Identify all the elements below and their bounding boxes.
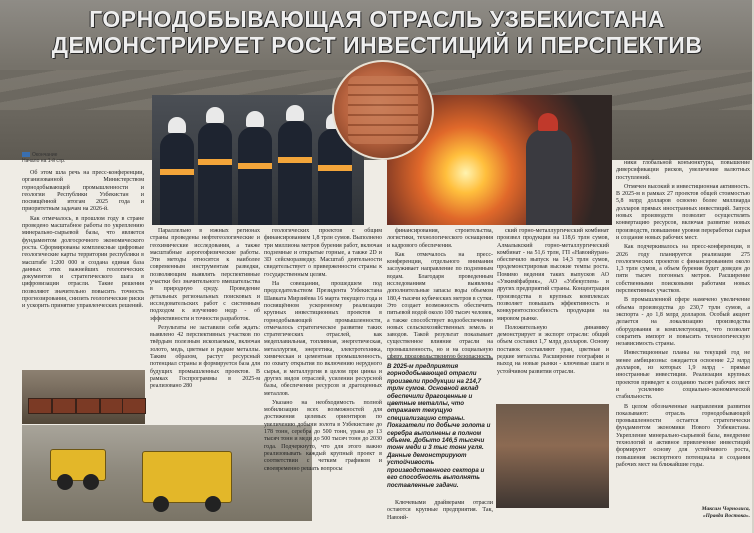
- paragraph: Положительную динамику демонстрирует и экспорт отрасли: общий объем составил 1,7 млрд долларов. Основу поставок составляют уран, цветные и редкие металлы. Расширение географии и выход на новые рынки - ключевые шаги в устойчивом развитии отрасли.: [497, 324, 609, 375]
- ore-train-photo: [22, 370, 145, 424]
- headline-line-2: ДЕМОНСТРИРУЕТ РОСТ ИНВЕСТИЦИЙ И ПЕРСПЕКТИВ: [51, 32, 703, 58]
- article-column-4-tail: [387, 500, 493, 522]
- article-column-6: [616, 160, 750, 506]
- headline-line-1: ГОРНОДОБЫВАЮЩАЯ ОТРАСЛЬ УЗБЕКИСТАНА: [89, 6, 665, 32]
- author-name: Максим Чорнолиса,: [701, 506, 750, 512]
- paragraph: Как отмечалось на пресс-конференции, отдельного внимания заслуживает направление по подземным водам. Благодаря проведенным исследованиям выявлены дополнительные запасы воды объемом 180,4 тысячи кубических метров в сутки. Это создает возможность обеспечить питьевой водой около 100 тысяч человек, а также способствует водообеспечению новых сельскохозяйственных земель и заводов. Такой результат показывает существенное влияние отрасли на промышленность, но и на социальную сферу, продовольственную безопасность.: [387, 251, 493, 361]
- paragraph: Об этом шла речь на пресс-конференции, организованной Министерством горнодобывающей промышленности и геологии Республики Узбекистан и посвящённой итогам 2025 года и приоритетным задачам на 2026-й.: [22, 170, 144, 213]
- paragraph: Отмечен высокий и инвестиционная активность. В 2025-м в рамках 27 проектов общей стоимостью 5,8 млрд долларов освоено более миллиарда долларов прямых иностранных инвестиций. Запуск новых производств позволит осуществлять конвертацию ресурсов, включая развитие новых производств, повышение уровня переработки сырья и создание новых рабочих мест.: [616, 183, 750, 241]
- paragraph: геологических проектов с общим финансированием 1,8 трлн сумов. Выполнено три миллиона метров бурения работ, включая подземные и открытые горные, а также 2D и 3D сейсморазведку. Масштаб деятельности свидетельствует о приверженности страны к государственным целям.: [264, 228, 382, 278]
- paragraph: Указано на необходимость полной мобилизации всех возможностей для достижения целевых ориентиров по увеличению добычи золота в Узбекистане до 178 тонн, серебра до 500 тонн, урана до 13 тысяч тонн и меди до 500 тысяч тонн до 2030 года. Подчеркнуто, что для этого важно реализовывать каждый крупный проект в соответствии с четким графиком и своевременно решать вопросы: [264, 399, 382, 472]
- article-column-5: [497, 228, 609, 400]
- highlighted-quote: В 2025-м предприятия горнодобывающей отрасли произвели продукции на 214,7 трлн сумов. Основной вклад обеспечили драгоценные и цветные металлы, что отражает текущую специализацию страны. Показатели по добыче золота и серебра выполнены в полном объеме. Добыто 146,5 тысячи тонн меди и 3 тыс тонн угля. Данные демонстрируют устойчивость производственного сектора и его способность выполнять поставленные задачи.: [387, 358, 493, 489]
- paragraph: финансирования, строительства, логистики, технологического оснащения и кадрового обеспечения.: [387, 228, 493, 249]
- paragraph: В промышленной сфере намечено увеличение объема производства до 230,7 трлн сумов, а экспорта - до 1,8 млрд долларов. Особый акцент делается на локализацию производства оборудования и комплектующих, что позволит сократить импорт и повысить технологическую независимость страны.: [616, 297, 750, 348]
- paragraph: Как отмечалось, в прошлом году в стране проведено масштабное работы по укреплению минерально-сырьевой базы, что является фундаментом долгосрочного экономического роста. Сформированы комплексные цифровые геологические карты территории республики в масштабе 1:200 000 и создана единая база данных этих важнейших геологических документов и стратегического шага в цифровизации отрасли. Такие решения позволяют значительно повысить точность прогнозирования, снизить геологические риски и ускорить принятие управленческих решений.: [22, 215, 145, 310]
- paragraph: В целом обозначенные направления развития показывают: отрасль горнодобывающей промышленности остается стратегически фундаментом экономики Нового Узбекистана. Укрепление минерально-сырьевой базы, внедрение технологий и активное привлечение инвестиций формируют основу для устойчивого роста, повышения экспортного потенциала и создания рабочих мест на ближайшие годы.: [616, 403, 750, 468]
- article-column-4: [387, 228, 493, 361]
- article-column-3: [264, 228, 382, 522]
- source-note: [22, 152, 65, 164]
- source-line-1: Окончание: [32, 152, 58, 158]
- copper-cathodes-photo: [332, 60, 434, 160]
- paragraph: Параллельно в южных регионах страны проведены нефтегеологические и геохимические исследования, а также масштабные аэрогеофизические работы. Эти методы относятся к наиболее современным инструментам разведки, позволяющим выявлять перспективные участки без значительного вмешательства в природную среду. Проведение детальных региональных поисковых и исследовательских работ с системным подходом к изучению недр - об эффективности и точности разработок.: [150, 228, 260, 322]
- publication-name: «Правда Востока».: [702, 513, 750, 519]
- paragraph: ники глобальной конъюнктуры, повышение диверсификации рисков, увеличение валютных поступлений.: [616, 160, 750, 181]
- paragraph: Инвестиционные планы на текущий год не менее амбициозны: ожидается освоение 2,2 млрд долларов, из которых 1,9 млрд - прямые иностранные инвестиции. Реализация крупных проектов приведет к созданию тысяч рабочих мест и усилению социально-экономической стабильности.: [616, 350, 750, 401]
- headline: [0, 0, 754, 60]
- paragraph: Ключевыми драйверами отрасли остаются крупные предприятия. Так, Навоий-: [387, 500, 493, 521]
- author-signature: [676, 506, 750, 520]
- paragraph: ский горно-металлургический комбинат произвел продукции на 118,6 трлн сумов, Алмалыкский горно-металлургический комбинат - на 51,6 трлн, ГП «Навоийуран» обеспечило выпуск на 14,3 трлн сумов, продемонстрировав высокие темпы роста. Помимо ведения таких выпусков АО «Узкимёфабрик», АО «Узбекуглем» и других предприятий страны. Концентрация производства в крупных комплексах позволяет повышать эффективность и конкурентоспособность продукции на мировом рынке.: [497, 228, 609, 322]
- article-column-2: [150, 228, 260, 424]
- industrial-site-photo: [496, 404, 609, 508]
- paragraph: На совещании, прошедшем под председательством Президента Узбекистана Шавката Мирзиёева 16 марта текущего года и посвящённом ускоренному реализации крупных инвестиционных проектов в горнодобывающей промышленности, отмечалось стратегическое развитие таких стратегических отраслей, как медеплавильная, топливная, энергетическая, металлургия, энергетика, электротехника, химическая и цементная промышленность, по охвату открытия по включению нерудного сырья, и металлургия в целом при цинка и других видов отраслей, усилении ресурсной базы, обеспечения ресурсов и драгоценных металлов.: [264, 281, 382, 397]
- article-column-1: [22, 170, 144, 368]
- paragraph: Результаты не заставили себя ждать: выявлено 42 перспективных участков по твёрдым полезным ископаемым, включая золото, медь, цветные и редкие металлы. Таким образом, растут ресурсный потенциал страны и формируется база для будущих промышленных проектов. В рамках Госпрограммы в 2025-м реализовано 280: [150, 324, 260, 390]
- document-icon: [22, 152, 30, 157]
- paragraph: Как подчеркивалось на пресс-конференции, в 2026 году планируется реализация 275 геологических проектов с финансированием около 1,3 трлн сумов, а объем бурения будет доведен до пяти тысяч погонных метров. Расширение собственными поисковыми работами новых перспективных участков.: [616, 244, 750, 295]
- source-line-2: Начало на 1-й стр.: [22, 158, 66, 164]
